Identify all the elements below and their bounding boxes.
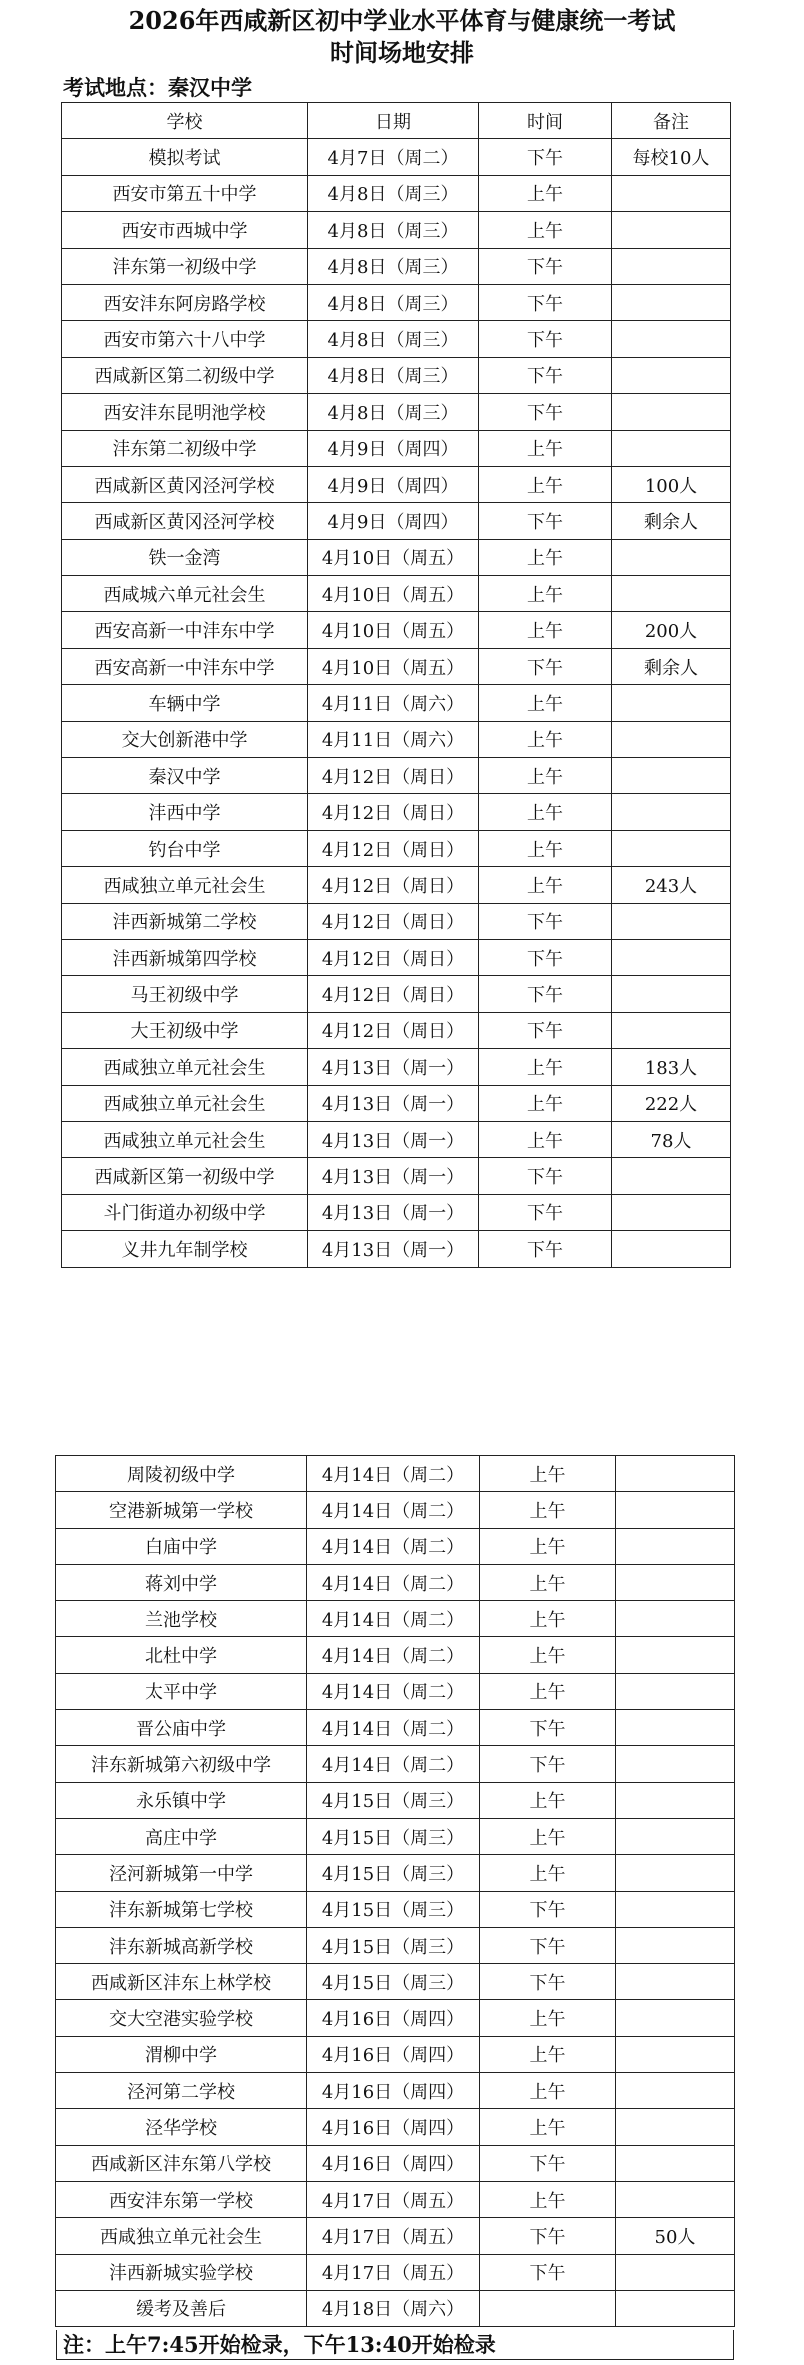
school-cell: 周陵初级中学 (56, 1456, 307, 1492)
date-cell: 4月16日（周四） (307, 2000, 480, 2036)
date-cell: 4月8日（周三） (308, 212, 479, 248)
date-cell: 4月9日（周四） (308, 466, 479, 502)
time-cell: 上午 (480, 1782, 616, 1818)
remark-cell (616, 2145, 735, 2181)
table-row (62, 175, 731, 211)
location-value: 秦汉中学 (168, 75, 252, 100)
school-cell: 蒋刘中学 (56, 1564, 307, 1600)
time-cell: 下午 (479, 503, 612, 539)
table-row (62, 939, 731, 975)
exam-location (63, 72, 252, 102)
remark-cell (616, 1710, 735, 1746)
table-row (56, 1673, 735, 1709)
school-cell: 沣西新城第二学校 (62, 903, 308, 939)
school-cell: 模拟考试 (62, 139, 308, 175)
time-cell: 上午 (479, 1049, 612, 1085)
date-cell: 4月10日（周五） (308, 612, 479, 648)
remark-cell (616, 2109, 735, 2145)
school-cell: 泾河第二学校 (56, 2073, 307, 2109)
school-cell: 西咸新区沣东上林学校 (56, 1964, 307, 2000)
table-row (56, 2073, 735, 2109)
time-cell: 上午 (479, 721, 612, 757)
table-row (56, 1891, 735, 1927)
remark-cell (612, 939, 731, 975)
table-row (62, 648, 731, 684)
remark-cell (612, 1158, 731, 1194)
date-cell: 4月12日（周日） (308, 903, 479, 939)
date-cell: 4月15日（周三） (307, 1818, 480, 1854)
remark-cell: 剩余人 (612, 503, 731, 539)
school-cell: 沣东新城第七学校 (56, 1891, 307, 1927)
time-cell: 上午 (479, 758, 612, 794)
table-row (56, 1782, 735, 1818)
remark-cell (616, 1492, 735, 1528)
school-cell: 兰池学校 (56, 1601, 307, 1637)
time-cell: 下午 (479, 976, 612, 1012)
table-row (62, 794, 731, 830)
date-cell: 4月14日（周二） (307, 1456, 480, 1492)
time-cell: 上午 (479, 539, 612, 575)
remark-cell (616, 1891, 735, 1927)
school-cell: 永乐镇中学 (56, 1782, 307, 1818)
school-cell: 泾华学校 (56, 2109, 307, 2145)
remark-cell (616, 1637, 735, 1673)
remark-cell: 50人 (616, 2218, 735, 2254)
time-cell: 下午 (480, 1927, 616, 1963)
remark-cell (616, 1964, 735, 2000)
table-row (62, 721, 731, 757)
remark-cell (616, 1927, 735, 1963)
check-in-note: 注：上午7:45开始检录，下午13:40开始检录 (56, 2330, 734, 2360)
table-row (62, 394, 731, 430)
school-cell: 西咸新区沣东第八学校 (56, 2145, 307, 2181)
remark-cell (616, 2254, 735, 2290)
column-header-date: 日期 (308, 103, 479, 139)
table-row (62, 1121, 731, 1157)
table-row (56, 2218, 735, 2254)
school-cell: 西咸城六单元社会生 (62, 576, 308, 612)
table-row (56, 2036, 735, 2072)
remark-cell (616, 2000, 735, 2036)
school-cell: 渭柳中学 (56, 2036, 307, 2072)
school-cell: 沣西新城实验学校 (56, 2254, 307, 2290)
date-cell: 4月8日（周三） (308, 284, 479, 320)
time-cell: 上午 (479, 612, 612, 648)
table-row (56, 1818, 735, 1854)
table-row (62, 1085, 731, 1121)
school-cell: 西咸独立单元社会生 (62, 867, 308, 903)
date-cell: 4月14日（周二） (307, 1564, 480, 1600)
table-row (56, 2181, 735, 2217)
time-cell: 下午 (479, 939, 612, 975)
table-row (62, 830, 731, 866)
table-header-row (62, 103, 731, 139)
school-cell: 西咸新区第二初级中学 (62, 357, 308, 393)
time-cell: 上午 (480, 1855, 616, 1891)
date-cell: 4月12日（周日） (308, 976, 479, 1012)
table-row (62, 357, 731, 393)
time-cell: 上午 (480, 1601, 616, 1637)
time-cell: 上午 (479, 867, 612, 903)
time-cell: 下午 (479, 139, 612, 175)
school-cell: 大王初级中学 (62, 1012, 308, 1048)
school-cell: 西咸独立单元社会生 (56, 2218, 307, 2254)
table-row (62, 466, 731, 502)
time-cell: 下午 (480, 1746, 616, 1782)
date-cell: 4月11日（周六） (308, 685, 479, 721)
date-cell: 4月7日（周二） (308, 139, 479, 175)
table-row (56, 2254, 735, 2290)
remark-cell (612, 903, 731, 939)
school-cell: 西安市西城中学 (62, 212, 308, 248)
date-cell: 4月14日（周二） (307, 1746, 480, 1782)
table-row (62, 867, 731, 903)
time-cell: 上午 (479, 212, 612, 248)
remark-cell (616, 1564, 735, 1600)
remark-cell: 78人 (612, 1121, 731, 1157)
date-cell: 4月10日（周五） (308, 648, 479, 684)
time-cell: 下午 (479, 1158, 612, 1194)
remark-cell (616, 1601, 735, 1637)
date-cell: 4月15日（周三） (307, 1927, 480, 1963)
date-cell: 4月18日（周六） (307, 2290, 480, 2326)
schedule-table-page1 (61, 102, 731, 1268)
table-row (56, 2290, 735, 2326)
date-cell: 4月12日（周日） (308, 794, 479, 830)
table-row (62, 1231, 731, 1267)
table-row (62, 284, 731, 320)
school-cell: 沣东新城第六初级中学 (56, 1746, 307, 1782)
time-cell: 上午 (480, 2109, 616, 2145)
school-cell: 斗门街道办初级中学 (62, 1194, 308, 1230)
time-cell: 下午 (479, 1194, 612, 1230)
table-row (56, 1564, 735, 1600)
school-cell: 北杜中学 (56, 1637, 307, 1673)
school-cell: 交大创新港中学 (62, 721, 308, 757)
date-cell: 4月8日（周三） (308, 248, 479, 284)
table-row (56, 1927, 735, 1963)
table-row (56, 1492, 735, 1528)
table-row (56, 2000, 735, 2036)
date-cell: 4月8日（周三） (308, 394, 479, 430)
table-row (62, 430, 731, 466)
remark-cell: 剩余人 (612, 648, 731, 684)
date-cell: 4月12日（周日） (308, 758, 479, 794)
school-cell: 西咸新区黄冈泾河学校 (62, 503, 308, 539)
date-cell: 4月13日（周一） (308, 1049, 479, 1085)
remark-cell: 222人 (612, 1085, 731, 1121)
school-cell: 西安沣东第一学校 (56, 2181, 307, 2217)
school-cell: 沣东第一初级中学 (62, 248, 308, 284)
date-cell: 4月13日（周一） (308, 1085, 479, 1121)
time-cell: 上午 (480, 1456, 616, 1492)
time-cell: 上午 (480, 1492, 616, 1528)
time-cell (480, 2290, 616, 2326)
date-cell: 4月9日（周四） (308, 430, 479, 466)
table-row (62, 1012, 731, 1048)
table-row (62, 321, 731, 357)
date-cell: 4月14日（周二） (307, 1528, 480, 1564)
date-cell: 4月15日（周三） (307, 1782, 480, 1818)
schedule-rows-page2 (56, 1456, 735, 2327)
remark-cell (612, 175, 731, 211)
remark-cell (616, 2073, 735, 2109)
school-cell: 西咸独立单元社会生 (62, 1121, 308, 1157)
remark-cell (612, 794, 731, 830)
school-cell: 西安沣东阿房路学校 (62, 284, 308, 320)
time-cell: 下午 (479, 903, 612, 939)
time-cell: 上午 (480, 2000, 616, 2036)
remark-cell: 243人 (612, 867, 731, 903)
school-cell: 白庙中学 (56, 1528, 307, 1564)
time-cell: 上午 (479, 794, 612, 830)
table-row (62, 758, 731, 794)
date-cell: 4月8日（周三） (308, 357, 479, 393)
remark-cell (616, 2036, 735, 2072)
remark-cell (612, 1012, 731, 1048)
time-cell: 下午 (479, 1231, 612, 1267)
time-cell: 上午 (480, 2036, 616, 2072)
date-cell: 4月14日（周二） (307, 1673, 480, 1709)
table-row (56, 1601, 735, 1637)
table-row (62, 576, 731, 612)
schedule-rows-page1 (62, 139, 731, 1267)
school-cell: 西安高新一中沣东中学 (62, 648, 308, 684)
date-cell: 4月12日（周日） (308, 939, 479, 975)
time-cell: 上午 (479, 430, 612, 466)
table-row (56, 1746, 735, 1782)
remark-cell (612, 576, 731, 612)
school-cell: 空港新城第一学校 (56, 1492, 307, 1528)
column-header-time: 时间 (479, 103, 612, 139)
school-cell: 马王初级中学 (62, 976, 308, 1012)
remark-cell (612, 758, 731, 794)
remark-cell (612, 394, 731, 430)
time-cell: 上午 (479, 576, 612, 612)
school-cell: 钓台中学 (62, 830, 308, 866)
school-cell: 高庄中学 (56, 1818, 307, 1854)
schedule-table-page2 (55, 1455, 735, 2327)
date-cell: 4月17日（周五） (307, 2218, 480, 2254)
remark-cell (616, 1855, 735, 1891)
remark-cell: 100人 (612, 466, 731, 502)
table-row (56, 1710, 735, 1746)
page-title: 2026年西咸新区初中学业水平体育与健康统一考试 (128, 6, 676, 35)
table-row (62, 539, 731, 575)
date-cell: 4月10日（周五） (308, 539, 479, 575)
time-cell: 下午 (480, 2254, 616, 2290)
date-cell: 4月14日（周二） (307, 1492, 480, 1528)
date-cell: 4月15日（周三） (307, 1891, 480, 1927)
school-cell: 沣东新城高新学校 (56, 1927, 307, 1963)
time-cell: 下午 (479, 357, 612, 393)
time-cell: 下午 (480, 1964, 616, 2000)
time-cell: 上午 (479, 175, 612, 211)
column-header-remark: 备注 (612, 103, 731, 139)
time-cell: 上午 (480, 1673, 616, 1709)
remark-cell (612, 357, 731, 393)
school-cell: 西咸新区黄冈泾河学校 (62, 466, 308, 502)
date-cell: 4月11日（周六） (308, 721, 479, 757)
table-row (62, 212, 731, 248)
date-cell: 4月12日（周日） (308, 830, 479, 866)
date-cell: 4月15日（周三） (307, 1855, 480, 1891)
time-cell: 下午 (480, 2218, 616, 2254)
date-cell: 4月14日（周二） (307, 1710, 480, 1746)
table-row (56, 2145, 735, 2181)
date-cell: 4月13日（周一） (308, 1231, 479, 1267)
school-cell: 晋公庙中学 (56, 1710, 307, 1746)
time-cell: 上午 (479, 466, 612, 502)
time-cell: 下午 (479, 248, 612, 284)
school-cell: 泾河新城第一中学 (56, 1855, 307, 1891)
remark-cell (616, 2290, 735, 2326)
remark-cell (612, 830, 731, 866)
remark-cell (616, 1456, 735, 1492)
table-row (62, 685, 731, 721)
time-cell: 下午 (479, 284, 612, 320)
table-row (56, 1637, 735, 1673)
school-cell: 西安市第五十中学 (62, 175, 308, 211)
date-cell: 4月10日（周五） (308, 576, 479, 612)
school-cell: 缓考及善后 (56, 2290, 307, 2326)
remark-cell (612, 976, 731, 1012)
time-cell: 上午 (479, 830, 612, 866)
time-cell: 上午 (480, 1528, 616, 1564)
remark-cell (612, 539, 731, 575)
table-row (62, 1049, 731, 1085)
remark-cell (612, 284, 731, 320)
date-cell: 4月8日（周三） (308, 175, 479, 211)
table-row (56, 2109, 735, 2145)
time-cell: 上午 (479, 1121, 612, 1157)
time-cell: 上午 (480, 2073, 616, 2109)
table-row (62, 976, 731, 1012)
time-cell: 下午 (480, 1710, 616, 1746)
table-row (56, 1528, 735, 1564)
remark-cell (616, 1818, 735, 1854)
date-cell: 4月12日（周日） (308, 1012, 479, 1048)
time-cell: 上午 (480, 1818, 616, 1854)
school-cell: 西安市第六十八中学 (62, 321, 308, 357)
school-cell: 西咸独立单元社会生 (62, 1049, 308, 1085)
remark-cell (612, 248, 731, 284)
date-cell: 4月17日（周五） (307, 2181, 480, 2217)
remark-cell: 200人 (612, 612, 731, 648)
remark-cell (612, 1194, 731, 1230)
school-cell: 西安高新一中沣东中学 (62, 612, 308, 648)
date-cell: 4月17日（周五） (307, 2254, 480, 2290)
remark-cell (612, 430, 731, 466)
table-row (56, 1964, 735, 2000)
table-row (62, 903, 731, 939)
school-cell: 西咸新区第一初级中学 (62, 1158, 308, 1194)
remark-cell (612, 321, 731, 357)
date-cell: 4月12日（周日） (308, 867, 479, 903)
date-cell: 4月8日（周三） (308, 321, 479, 357)
table-row (62, 248, 731, 284)
date-cell: 4月9日（周四） (308, 503, 479, 539)
remark-cell (616, 1782, 735, 1818)
date-cell: 4月15日（周三） (307, 1964, 480, 2000)
table-row (62, 1158, 731, 1194)
remark-cell (612, 685, 731, 721)
date-cell: 4月16日（周四） (307, 2109, 480, 2145)
time-cell: 上午 (479, 685, 612, 721)
remark-cell: 183人 (612, 1049, 731, 1085)
table-row (62, 1194, 731, 1230)
table-row (56, 1855, 735, 1891)
date-cell: 4月16日（周四） (307, 2036, 480, 2072)
remark-cell (612, 1231, 731, 1267)
time-cell: 上午 (479, 1085, 612, 1121)
date-cell: 4月16日（周四） (307, 2073, 480, 2109)
time-cell: 上午 (480, 1564, 616, 1600)
school-cell: 沣西新城第四学校 (62, 939, 308, 975)
school-cell: 秦汉中学 (62, 758, 308, 794)
date-cell: 4月13日（周一） (308, 1194, 479, 1230)
date-cell: 4月16日（周四） (307, 2145, 480, 2181)
school-cell: 义井九年制学校 (62, 1231, 308, 1267)
school-cell: 西安沣东昆明池学校 (62, 394, 308, 430)
time-cell: 下午 (479, 648, 612, 684)
time-cell: 下午 (480, 2145, 616, 2181)
table-row (62, 612, 731, 648)
time-cell: 上午 (480, 2181, 616, 2217)
location-label: 考试地点： (63, 75, 168, 100)
school-cell: 太平中学 (56, 1673, 307, 1709)
remark-cell (612, 212, 731, 248)
table-row (62, 503, 731, 539)
date-cell: 4月14日（周二） (307, 1601, 480, 1637)
time-cell: 上午 (480, 1637, 616, 1673)
school-cell: 交大空港实验学校 (56, 2000, 307, 2036)
date-cell: 4月13日（周一） (308, 1121, 479, 1157)
remark-cell (616, 1746, 735, 1782)
remark-cell: 每校10人 (612, 139, 731, 175)
school-cell: 铁一金湾 (62, 539, 308, 575)
remark-cell (616, 1528, 735, 1564)
table-row (62, 139, 731, 175)
time-cell: 下午 (480, 1891, 616, 1927)
school-cell: 沣西中学 (62, 794, 308, 830)
remark-cell (616, 2181, 735, 2217)
date-cell: 4月13日（周一） (308, 1158, 479, 1194)
time-cell: 下午 (479, 321, 612, 357)
school-cell: 车辆中学 (62, 685, 308, 721)
column-header-school: 学校 (62, 103, 308, 139)
table-row (56, 1456, 735, 1492)
date-cell: 4月14日（周二） (307, 1637, 480, 1673)
remark-cell (616, 1673, 735, 1709)
page-subtitle: 时间场地安排 (330, 38, 474, 67)
time-cell: 下午 (479, 394, 612, 430)
time-cell: 下午 (479, 1012, 612, 1048)
school-cell: 西咸独立单元社会生 (62, 1085, 308, 1121)
remark-cell (612, 721, 731, 757)
school-cell: 沣东第二初级中学 (62, 430, 308, 466)
